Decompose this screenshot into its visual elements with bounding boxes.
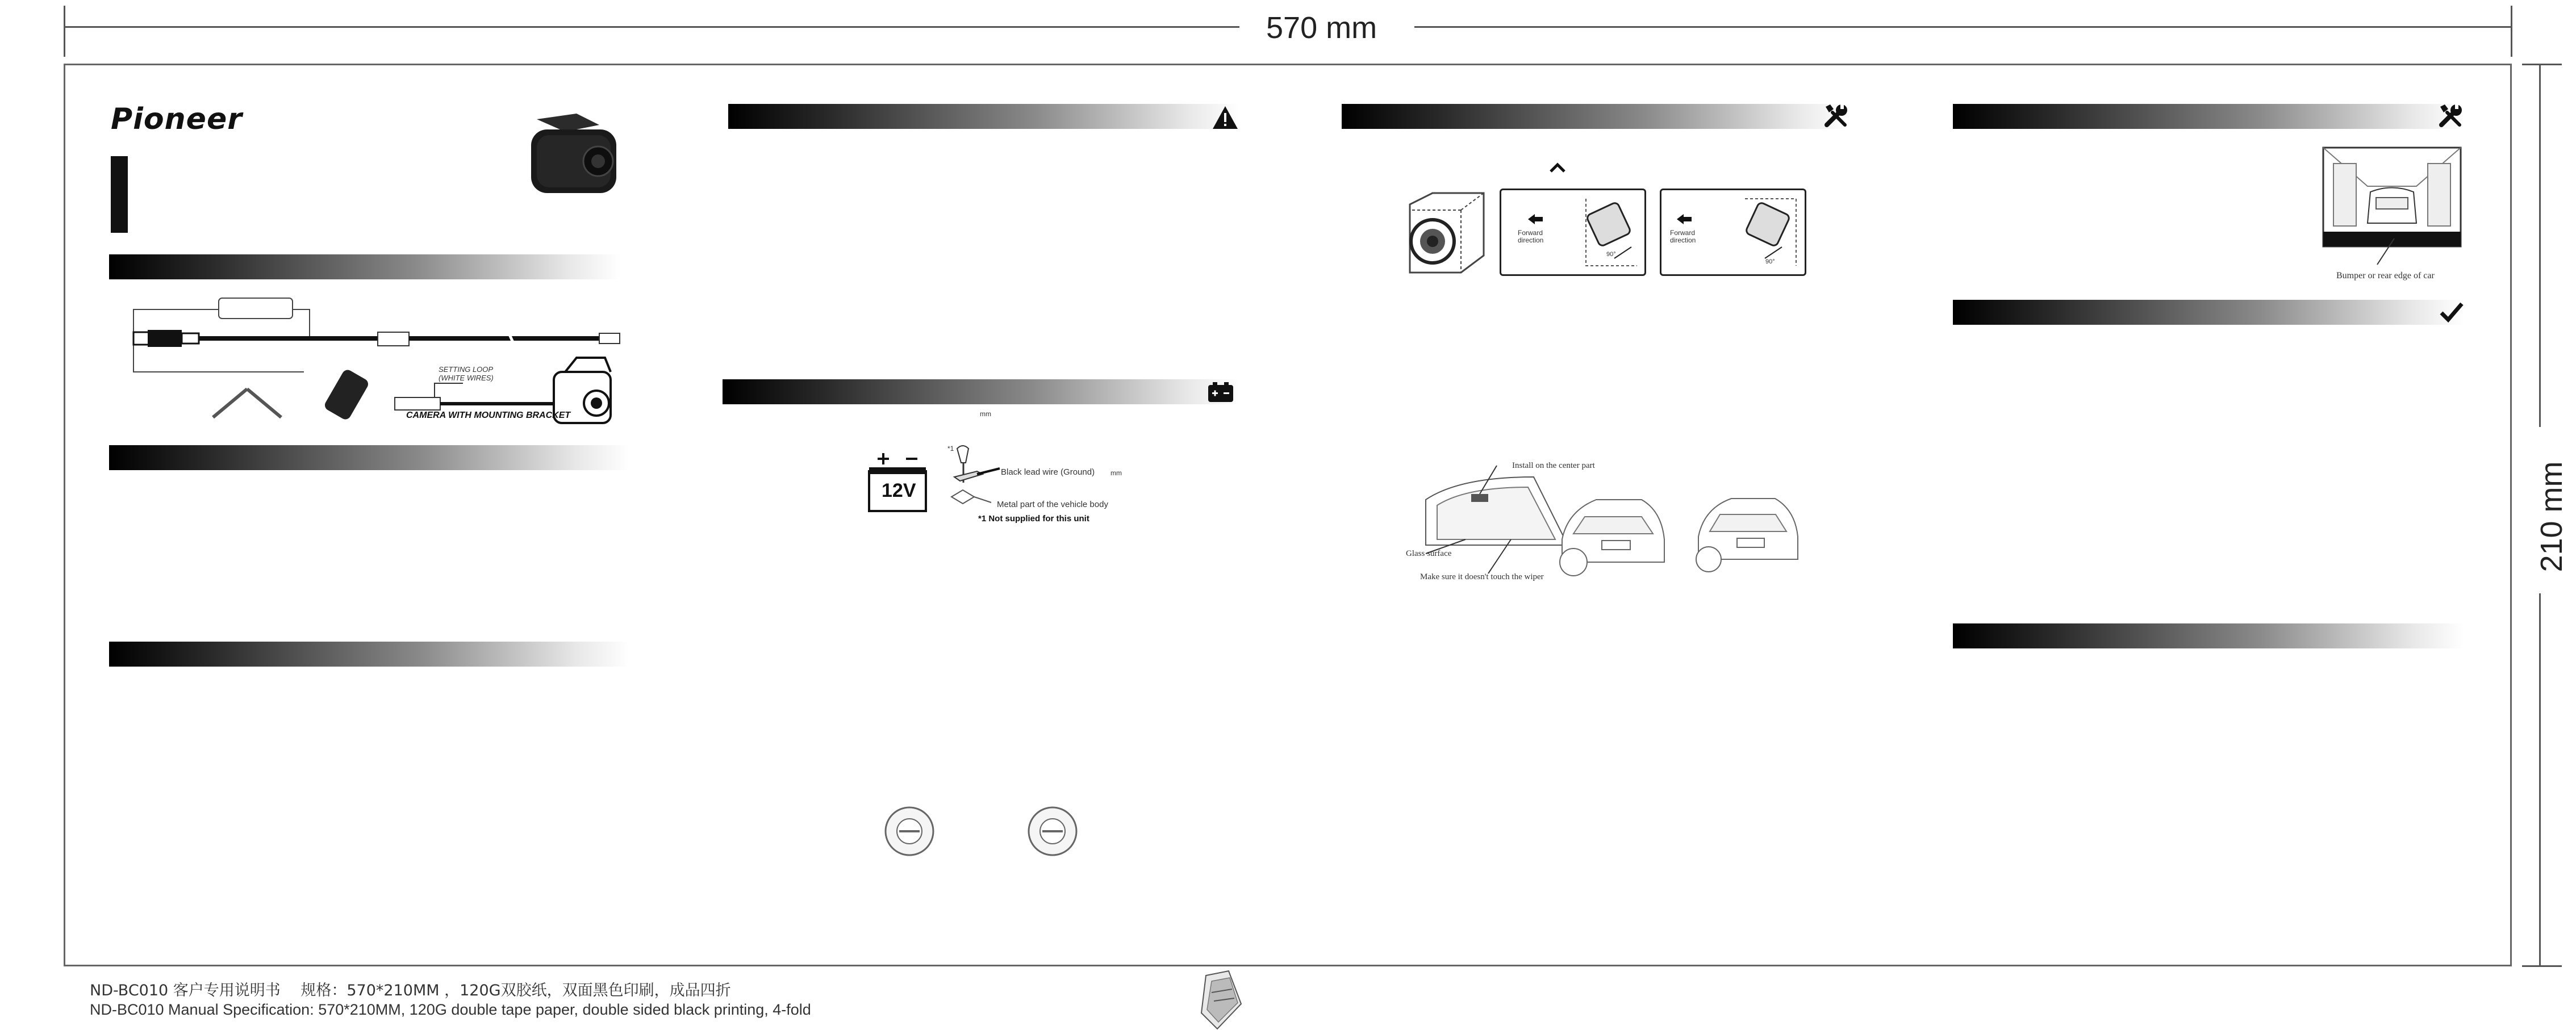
tools-icon bbox=[1822, 102, 1849, 129]
adjust-dial-right bbox=[1026, 805, 1079, 857]
wiper-note-label: Make sure it doesn't touch the wiper bbox=[1420, 572, 1544, 581]
forward-direction-label-2: Forward direction bbox=[1670, 229, 1696, 245]
camera-bracket-label: CAMERA WITH MOUNTING BRACKET bbox=[406, 411, 571, 420]
tools-icon-2 bbox=[2437, 102, 2464, 129]
left-arrow-icon bbox=[1527, 213, 1544, 225]
section-bar-1 bbox=[109, 445, 629, 470]
bumper-note-label: Bumper or rear edge of car bbox=[2336, 271, 2435, 280]
battery-icon bbox=[1207, 379, 1234, 407]
section-bar-warning bbox=[728, 104, 1239, 129]
checkmark-icon bbox=[2438, 298, 2465, 325]
title-bar-marker bbox=[111, 156, 128, 233]
spec-line-chinese: ND-BC010 客户专用说明书 规格：570*210MM ，120G双胶纸，双面黑色印刷，成品四折 bbox=[90, 982, 731, 999]
spec-line-english: ND-BC010 Manual Specification: 570*210MM, 120G double tape paper, double sided black printing, 4-fold bbox=[90, 1000, 811, 1018]
top-dimension-tick-right bbox=[2511, 6, 2512, 57]
bumper-pointer-line bbox=[2374, 237, 2397, 266]
section-bar-check bbox=[1953, 300, 2464, 325]
adjust-dial-left bbox=[883, 805, 936, 857]
right-dimension-tick-bottom bbox=[2522, 965, 2562, 967]
metal-part-label: Metal part of the vehicle body bbox=[997, 500, 1108, 509]
manual-sheet bbox=[64, 64, 2512, 966]
brand-logo: Pioneer bbox=[111, 102, 243, 136]
warning-triangle-icon bbox=[1212, 104, 1239, 131]
footnote-marker: *1 bbox=[947, 445, 954, 453]
width-dimension-label: 570 mm bbox=[1252, 12, 1391, 43]
chevron-up-icon bbox=[1547, 160, 1568, 174]
spec-footer bbox=[90, 981, 811, 1020]
right-dimension-tick-top bbox=[2522, 64, 2562, 65]
mm-tag-ground: mm bbox=[1110, 469, 1122, 477]
angle-label-1: 90° bbox=[1606, 251, 1616, 258]
section-bar-power bbox=[723, 379, 1239, 404]
right-dimension-line-top bbox=[2539, 64, 2541, 427]
section-bar-3 bbox=[1953, 623, 2464, 648]
top-dimension-tick-left bbox=[64, 6, 65, 57]
center-part-label: Install on the center part bbox=[1512, 461, 1595, 470]
right-dimension-line-bottom bbox=[2539, 593, 2541, 966]
section-bar-parts bbox=[109, 254, 620, 279]
top-dimension-line-left bbox=[64, 26, 1239, 28]
section-bar-installation bbox=[1342, 104, 1847, 129]
setting-loop-label: SETTING LOOP (WHITE WIRES) bbox=[439, 365, 494, 382]
section-bar-2 bbox=[109, 642, 629, 667]
rear-window-mount-illustration bbox=[1403, 454, 1573, 585]
top-dimension-line-right bbox=[1414, 26, 2512, 28]
mm-tag-top: mm bbox=[980, 410, 991, 418]
glass-surface-label: Glass surface bbox=[1406, 549, 1452, 558]
camera-product-image bbox=[514, 108, 633, 204]
forward-direction-label-1: Forward direction bbox=[1518, 229, 1544, 245]
battery-voltage-label: 12V bbox=[882, 480, 916, 501]
ground-wire-label: Black lead wire (Ground) bbox=[1001, 467, 1095, 477]
camera-front-view bbox=[1398, 187, 1489, 278]
sedan-rear-illustration-2 bbox=[1687, 477, 1801, 573]
left-arrow-icon-2 bbox=[1676, 213, 1693, 225]
angle-label-2: 90° bbox=[1765, 258, 1775, 265]
folded-manual-icon bbox=[1195, 970, 1249, 1030]
rear-view-screen-illustration bbox=[2322, 146, 2462, 248]
sedan-rear-illustration-1 bbox=[1551, 477, 1670, 579]
not-supplied-note: *1 Not supplied for this unit bbox=[978, 514, 1089, 524]
orientation-detail-1 bbox=[1575, 193, 1643, 271]
section-bar-adjustment bbox=[1953, 104, 2464, 129]
height-dimension-label: 210 mm bbox=[2535, 454, 2569, 579]
